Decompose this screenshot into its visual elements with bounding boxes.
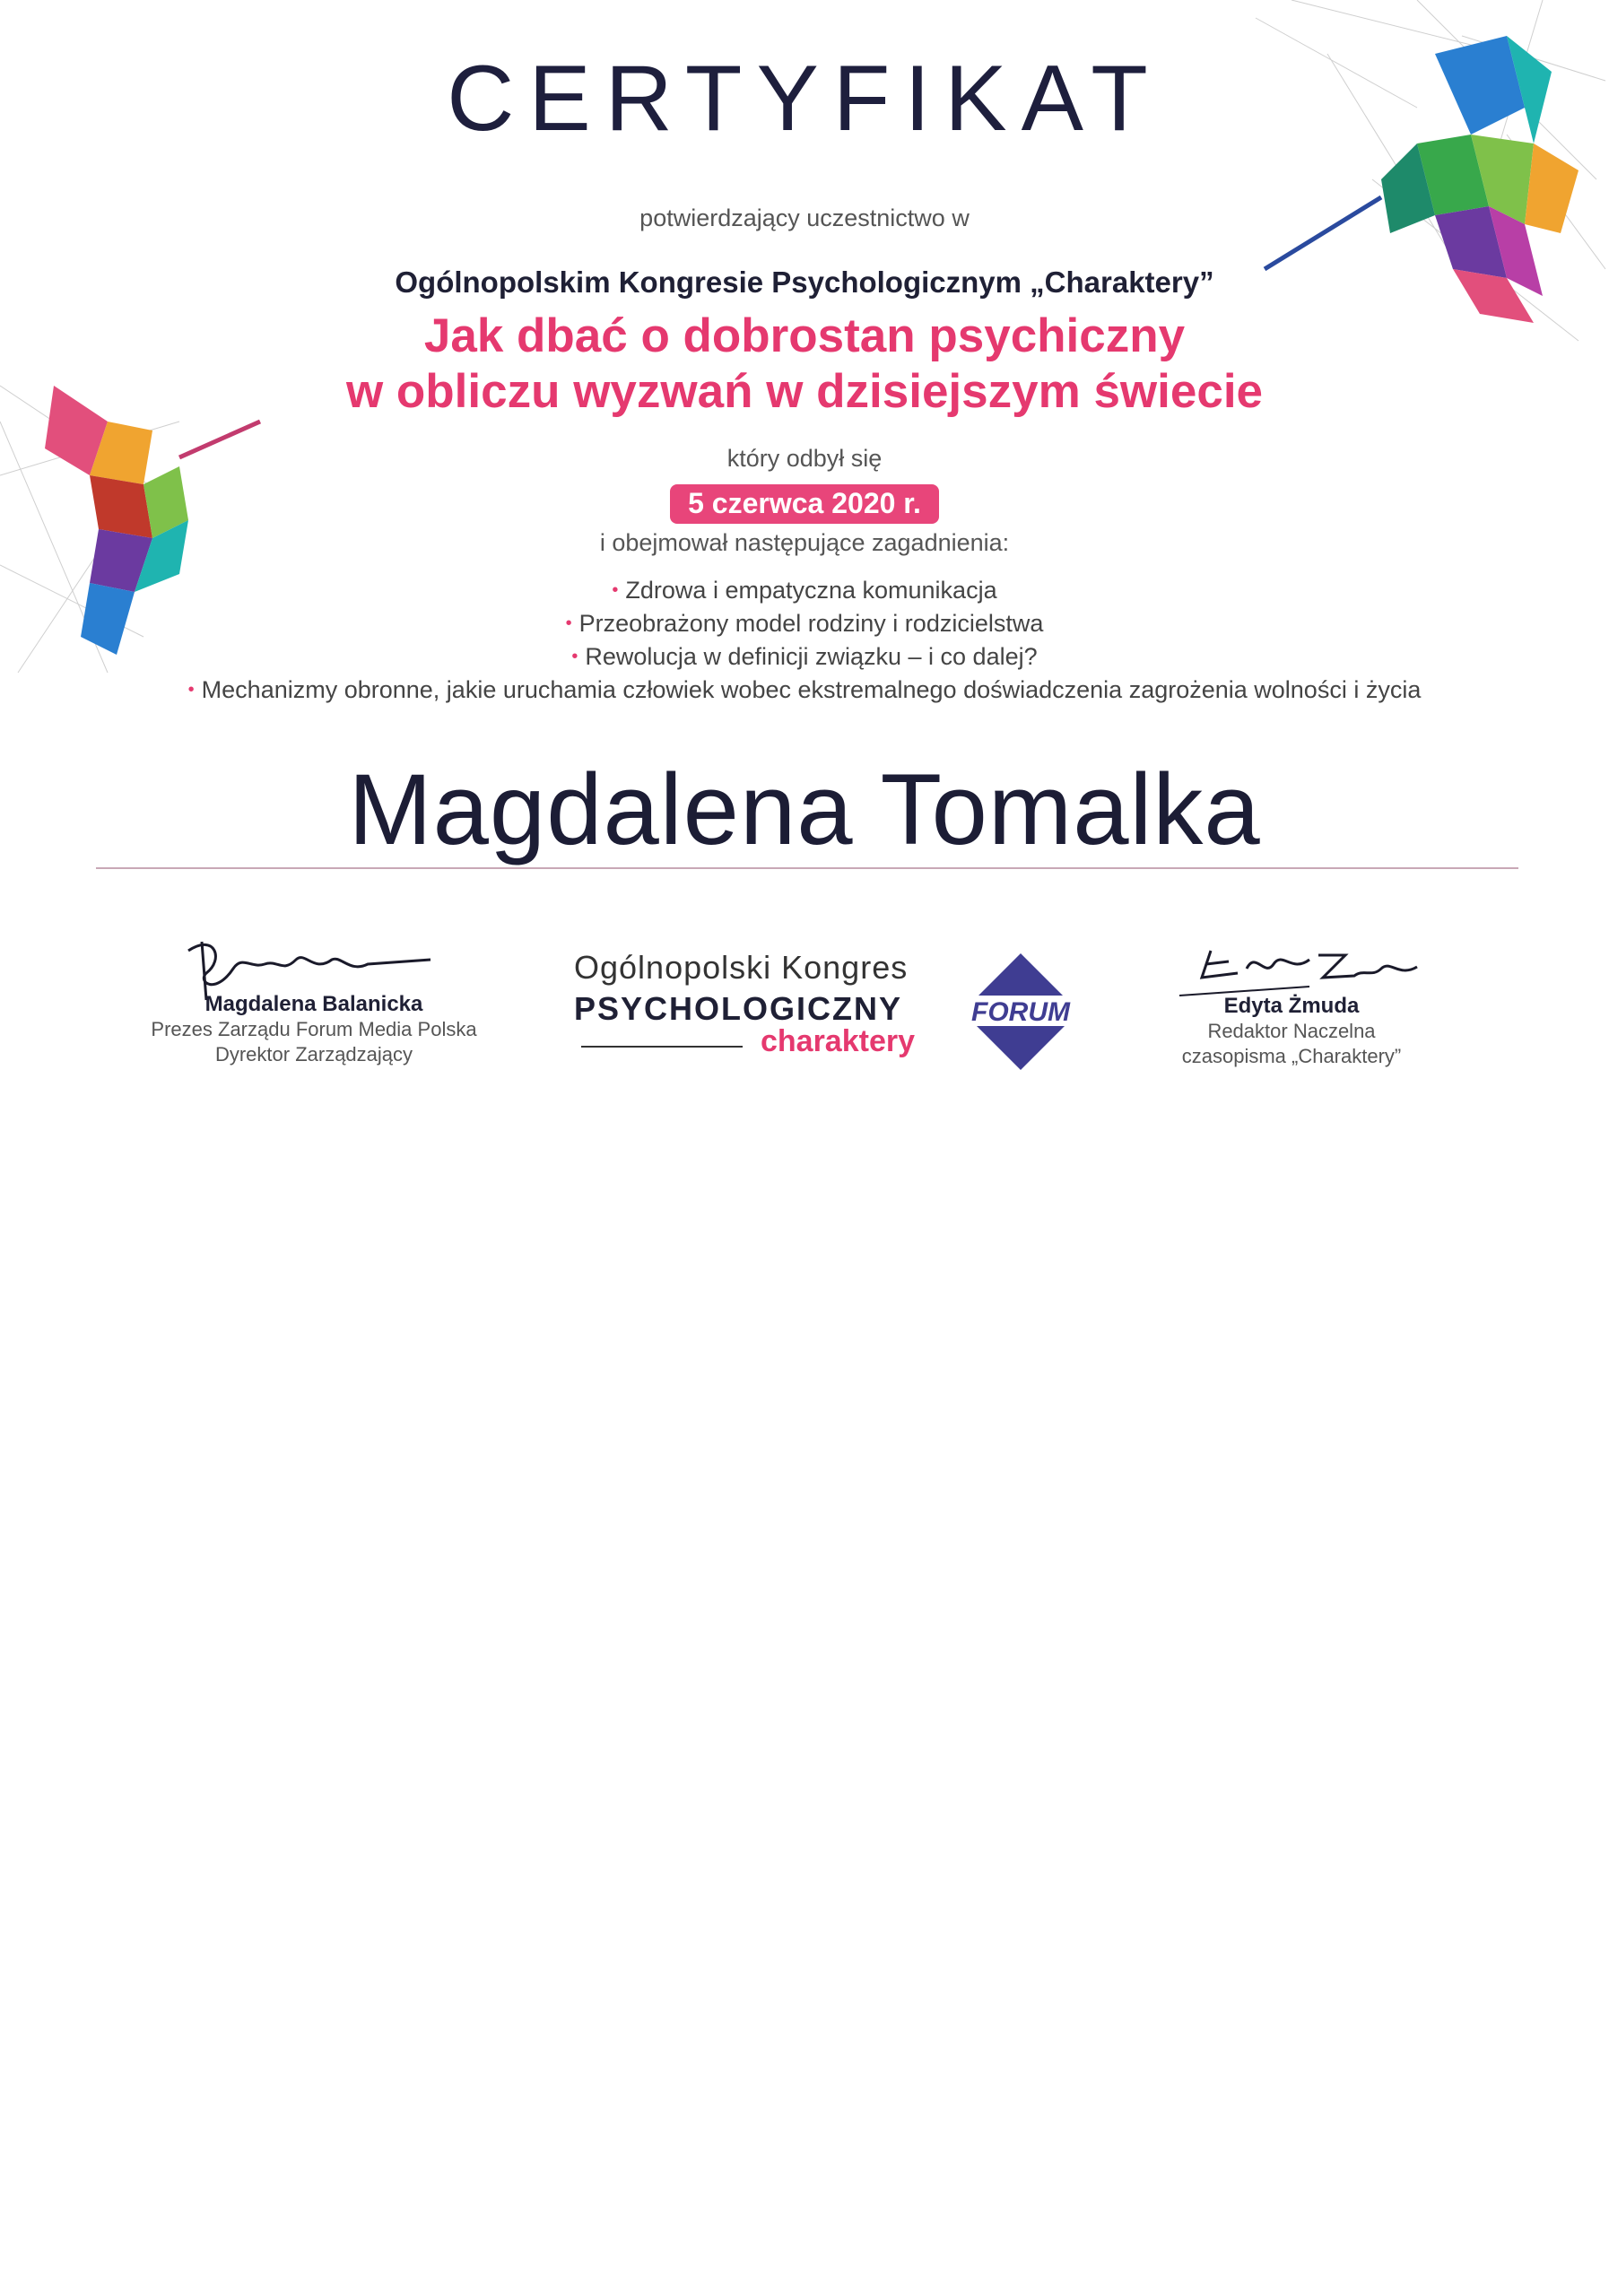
- signatory-left-role2: Dyrektor Zarządzający: [214, 1043, 413, 1065]
- signatory-right-role2: czasopisma „Charaktery”: [1181, 1045, 1402, 1067]
- logo-rule: [581, 1046, 743, 1048]
- covered-text: i obejmował następujące zagadnienia:: [599, 529, 1010, 556]
- topic-line-1: Jak dbać o dobrostan psychiczny: [423, 309, 1186, 362]
- list-item: • Zdrowa i empatyczna komunikacja: [612, 577, 997, 604]
- topic-title: [0, 309, 1609, 420]
- logo-line-3: charaktery: [574, 1024, 915, 1059]
- signatory-left: [135, 992, 493, 1067]
- forum-logo-text: FORUM: [971, 997, 1070, 1027]
- logo-line-1: Ogólnopolski Kongres: [574, 949, 909, 986]
- congress-name: Ogólnopolskim Kongresie Psychologicznym „Charaktery”: [395, 265, 1214, 299]
- held-text: który odbył się: [726, 445, 883, 472]
- date-badge: 5 czerwca 2020 r.: [670, 484, 939, 524]
- signatory-right-name: Edyta Żmuda: [1223, 994, 1360, 1018]
- confirm-text: potwierdzający uczestnictwo w: [639, 204, 970, 231]
- congress-logo: [574, 949, 915, 1059]
- signatory-right: [1112, 994, 1471, 1069]
- list-item: • Przeobrażony model rodziny i rodzicielstwa: [565, 610, 1044, 637]
- date-container: [0, 484, 1609, 524]
- logo-line-2: PSYCHOLOGICZNY: [574, 990, 903, 1027]
- signature-right-icon: [1175, 933, 1444, 1000]
- signatory-left-name: Magdalena Balanicka: [204, 992, 423, 1016]
- signatory-right-role1: Redaktor Naczelna: [1207, 1020, 1376, 1042]
- name-underline: [96, 867, 1518, 869]
- topic-line-2: w obliczu wyzwań w dzisiejszym świecie: [345, 365, 1264, 418]
- signatory-left-role1: Prezes Zarządu Forum Media Polska: [151, 1018, 477, 1040]
- forum-logo-icon: [958, 949, 1083, 1074]
- list-item: • Mechanizmy obronne, jakie uruchamia człowiek wobec ekstremalnego doświadczenia zagrożenia wolności i życia: [187, 676, 1422, 703]
- list-item: • Rewolucja w definicji związku – i co dalej?: [571, 643, 1038, 670]
- issues-list: [0, 574, 1609, 707]
- certificate-title: CERTYFIKAT: [447, 47, 1162, 151]
- participant-name: Magdalena Tomalka: [348, 753, 1261, 865]
